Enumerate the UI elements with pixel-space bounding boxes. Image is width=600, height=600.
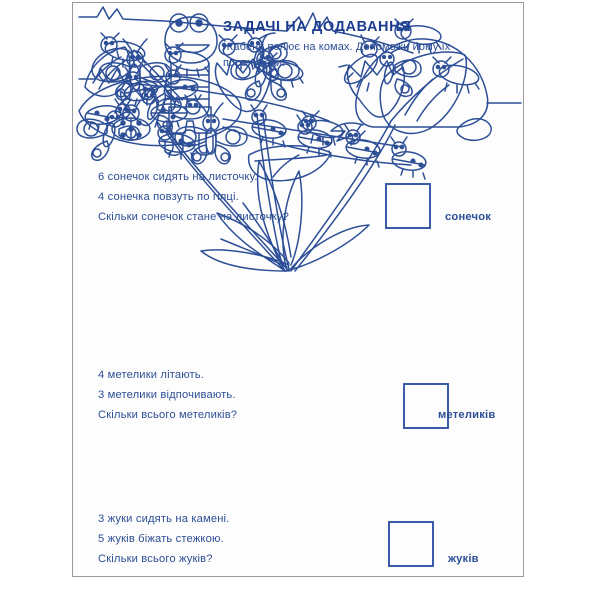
task-2-line-2: 3 метелики відпочивають. (98, 389, 236, 401)
task-1-question: Скільки сонечок стане на листочку? (98, 211, 290, 223)
page-title: ЗАДАЧІ НА ДОДАВАННЯ (223, 19, 412, 35)
task-1-answer-label: сонечок (445, 211, 492, 223)
task-3-answer-label: жуків (448, 553, 479, 565)
task-2-answer-label: метеликів (438, 409, 496, 421)
worksheet-illustrations (73, 3, 524, 577)
worksheet-sheet (72, 2, 524, 577)
task-1-answer-box[interactable] (385, 183, 431, 229)
task-3-line-1: 3 жуки сидять на камені. (98, 513, 230, 525)
task-3-line-2: 5 жуків біжать стежкою. (98, 533, 224, 545)
task-3-question: Скільки всього жуків? (98, 553, 213, 565)
task-1-line-1: 6 сонечок сидять на листочку. (98, 171, 258, 183)
task-2-question: Скільки всього метеликів? (98, 409, 238, 421)
task-1-line-2: 4 сонечка повзуть по гілці. (98, 191, 239, 203)
task-2-answer-box[interactable] (403, 383, 449, 429)
task-2-line-1: 4 метелики літають. (98, 369, 205, 381)
intro-line-2: порахувати. (223, 57, 286, 69)
intro-line-1: Жабеня полює на комах. Допоможи йому їх (223, 41, 451, 53)
task-3-answer-box[interactable] (388, 521, 434, 567)
ladybug (391, 137, 427, 179)
